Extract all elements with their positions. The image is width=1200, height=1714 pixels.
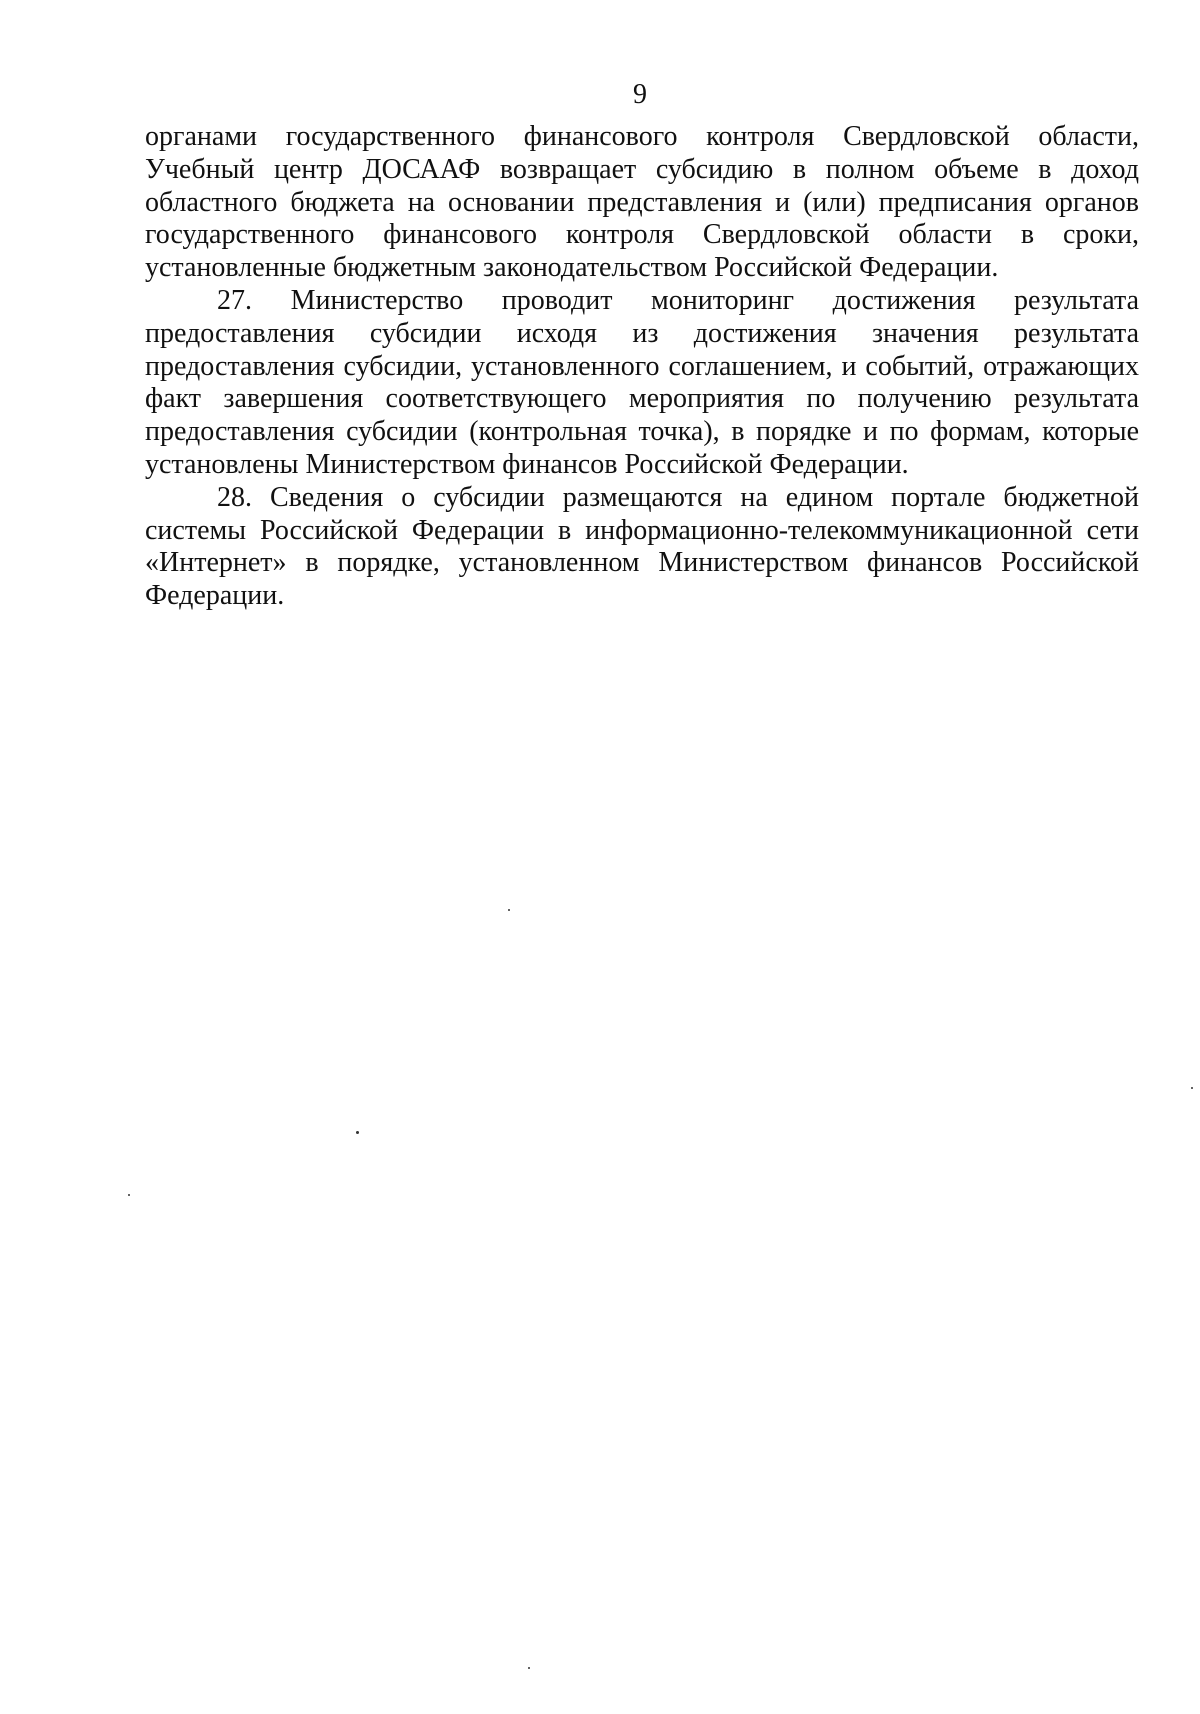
document-body: [145, 121, 1139, 613]
page-number: 9: [633, 79, 647, 110]
paragraph-27: 27. Министерство проводит мониторинг достижения результата предоставления субсидии исходя из достижения значения результата предоставления субсидии, установленного соглашением, и событий, отражающих факт завершения соответствующего мероприятия по получению результата предоставления субсидии (контрольная точка), в порядке и по формам, которые установлены Министерством финансов Российской Федерации.: [145, 284, 1139, 480]
scan-speck: [508, 909, 510, 911]
scan-speck: [1191, 1087, 1193, 1089]
paragraph-continuation: органами государственного финансового контроля Свердловской области, Учебный центр ДОСААФ возвращает субсидию в полном объеме в доход областного бюджета на основании представления и (или) предписания органов государственного финансового контроля Свердловской области в сроки, установленные бюджетным законодательством Российской Федерации.: [145, 121, 1139, 284]
paragraph-28: 28. Сведения о субсидии размещаются на едином портале бюджетной системы Российской Федерации в информационно-телекоммуникационной сети «Интернет» в порядке, установленном Министерством финансов Российской Федерации.: [145, 481, 1139, 612]
scan-speck: [356, 1131, 359, 1134]
scan-speck: [128, 1194, 130, 1196]
scan-speck: [528, 1667, 530, 1669]
